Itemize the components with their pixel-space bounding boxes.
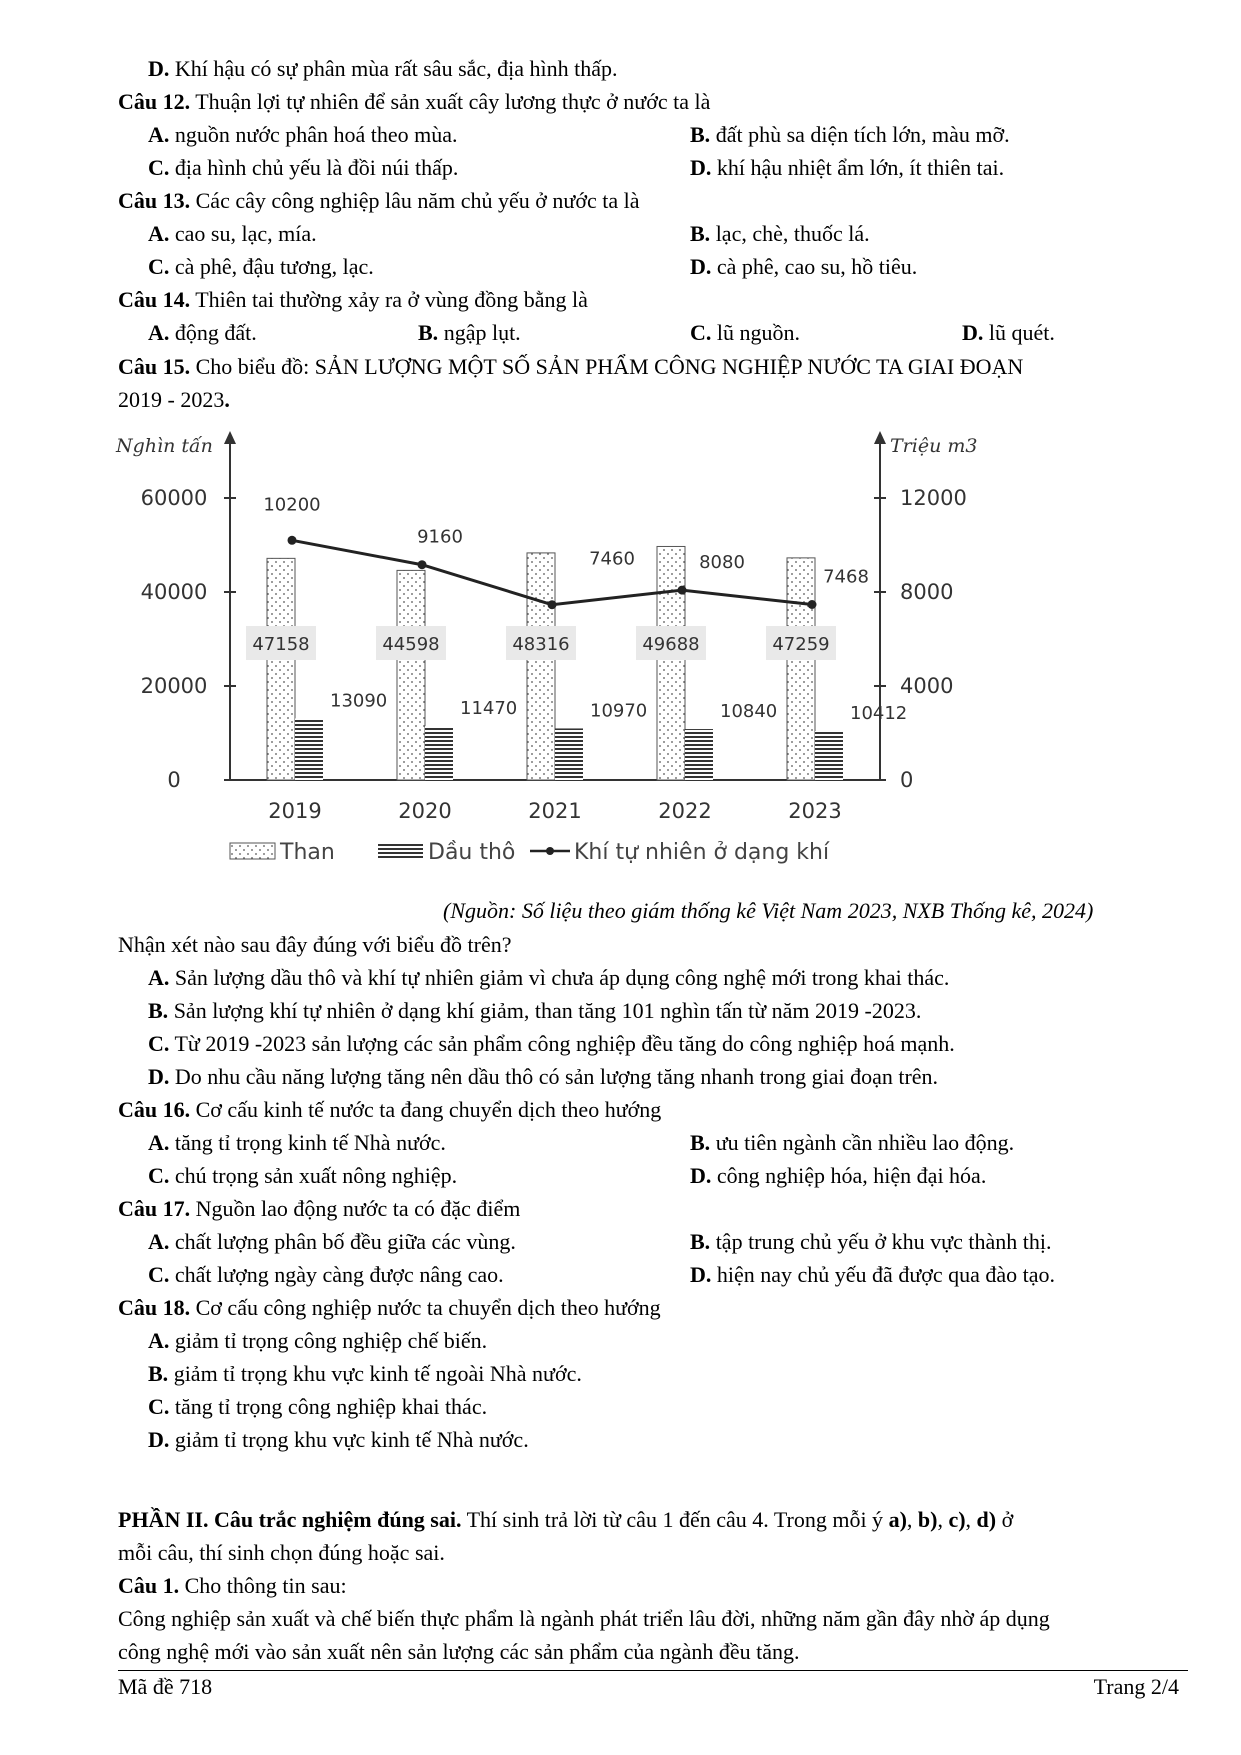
khi-data-label: 8080 <box>699 552 745 574</box>
khi-data-label: 9160 <box>417 526 463 548</box>
legend-than-swatch <box>230 843 275 859</box>
right-tick-label: 8000 <box>900 580 954 604</box>
q18-text: Cơ cấu công nghiệp nước ta chuyển dịch theo hướng <box>190 1295 661 1320</box>
production-chart <box>110 428 1110 883</box>
part2-q1-stem <box>118 1573 347 1599</box>
q16-option-c-text: chú trọng sản xuất nông nghiệp. <box>169 1163 458 1188</box>
left-y-axis-arrow <box>224 431 236 444</box>
q15-text-line1: Cho biểu đồ: SẢN LƯỢNG MỘT SỐ SẢN PHẨM CÔNG NGHIỆP NƯỚC TA GIAI ĐOẠN <box>190 354 1024 379</box>
q12-label: Câu 12. <box>118 89 191 114</box>
x-tick-label: 2020 <box>398 799 452 823</box>
q14-option-c-label: C. <box>690 320 712 345</box>
q14-option-b-text: ngập lụt. <box>438 320 521 345</box>
footer-exam-code: Mã đề 718 <box>118 1674 213 1699</box>
q17-option-a-label: A. <box>148 1229 170 1254</box>
q17-option-b-label: B. <box>690 1229 711 1254</box>
q17-option-c <box>148 1262 504 1288</box>
q15-text-line2: 2019 - 2023 <box>118 387 225 412</box>
q16-option-b-label: B. <box>690 1130 711 1155</box>
dau-tho-data-label: 13090 <box>330 690 388 712</box>
part2-q1-para-line1: Công nghiệp sản xuất và chế biến thực phẩm là ngành phát triển lâu đời, những năm gần đây nhờ áp dụng <box>118 1606 1050 1631</box>
left-tick-label: 40000 <box>140 580 208 604</box>
q15-label: Câu 15. <box>118 354 191 379</box>
q12-text: Thuận lợi tự nhiên để sản xuất cây lương thực ở nước ta là <box>190 89 711 114</box>
right-axis-unit: Triệu m3 <box>890 435 978 457</box>
q14-text: Thiên tai thường xảy ra ở vùng đồng bằng là <box>190 287 588 312</box>
q18-option-b <box>148 1361 582 1387</box>
q13-option-d <box>690 254 917 280</box>
q12-option-b-text: đất phù sa diện tích lớn, màu mỡ. <box>710 122 1010 147</box>
dau-tho-data-label: 10412 <box>850 703 908 725</box>
than-data-label: 44598 <box>382 634 440 655</box>
q16-option-c-label: C. <box>148 1163 170 1188</box>
q15-option-d-label: D. <box>148 1064 170 1089</box>
q14-label: Câu 14. <box>118 287 191 312</box>
q12-option-d <box>690 155 1004 181</box>
q12-option-c-text: địa hình chủ yếu là đồi núi thấp. <box>169 155 459 180</box>
q16-option-b <box>690 1130 1014 1156</box>
dau-tho-data-label: 10970 <box>590 700 648 722</box>
q13-option-a <box>148 221 317 247</box>
legend-khi-label: Khí tự nhiên ở dạng khí <box>574 840 830 865</box>
q17-option-a-text: chất lượng phân bố đều giữa các vùng. <box>169 1229 516 1254</box>
q17-option-d <box>690 1262 1055 1288</box>
dau-tho-data-label: 11470 <box>460 698 518 720</box>
q16-option-a-text: tăng tỉ trọng kinh tế Nhà nước. <box>169 1130 446 1155</box>
legend-dau-tho-label: Dầu thô <box>428 840 516 865</box>
q14-option-d-label: D. <box>962 320 984 345</box>
q18-option-d-label: D. <box>148 1427 170 1452</box>
q18-option-c <box>148 1394 487 1420</box>
part2-q1-para-line2: công nghệ mới vào sản xuất nên sản lượng các sản phẩm của ngành đều tăng. <box>118 1639 800 1664</box>
q15-option-b-text: Sản lượng khí tự nhiên ở dạng khí giảm, than tăng 101 nghìn tấn từ năm 2019 -2023. <box>168 998 922 1023</box>
q14-stem <box>118 287 588 313</box>
q14-option-c-text: lũ nguồn. <box>711 320 801 345</box>
q13-text: Các cây công nghiệp lâu năm chủ yếu ở nước ta là <box>190 188 640 213</box>
q16-text: Cơ cấu kinh tế nước ta đang chuyển dịch theo hướng <box>190 1097 662 1122</box>
dau-tho-data-label: 10840 <box>720 701 778 723</box>
part2-title: PHẦN II. Câu trắc nghiệm đúng sai. <box>118 1507 462 1532</box>
q13-stem <box>118 188 640 214</box>
right-tick-label: 0 <box>900 768 914 792</box>
part2-sep1: , <box>906 1507 918 1532</box>
q12-option-c-label: C. <box>148 155 170 180</box>
q13-option-c-text: cà phê, đậu tương, lạc. <box>169 254 374 279</box>
q12-option-b <box>690 122 1010 148</box>
part2-sep2: , <box>937 1507 949 1532</box>
q15-option-a-label: A. <box>148 965 170 990</box>
q15-question: Nhận xét nào sau đây đúng với biểu đồ trên? <box>118 932 512 957</box>
khi-data-label: 7460 <box>589 548 635 570</box>
q12-option-a-label: A. <box>148 122 170 147</box>
q18-option-c-text: tăng tỉ trọng công nghiệp khai thác. <box>169 1394 488 1419</box>
than-data-label: 47158 <box>252 634 310 655</box>
line-khi-marker <box>678 586 687 595</box>
q18-option-b-label: B. <box>148 1361 169 1386</box>
q14-option-b-label: B. <box>418 320 439 345</box>
q12-option-a-text: nguồn nước phân hoá theo mùa. <box>169 122 458 147</box>
than-data-label: 48316 <box>512 634 570 655</box>
q18-option-c-label: C. <box>148 1394 170 1419</box>
khi-data-label: 7468 <box>823 566 869 588</box>
q17-option-c-label: C. <box>148 1262 170 1287</box>
q13-label: Câu 13. <box>118 188 191 213</box>
part2-text-b: ở <box>996 1507 1014 1532</box>
q13-option-b <box>690 221 870 247</box>
line-khi-marker <box>288 536 297 545</box>
legend-dau-tho-swatch <box>378 843 423 859</box>
q13-option-b-text: lạc, chè, thuốc lá. <box>710 221 870 246</box>
q12-option-d-label: D. <box>690 155 712 180</box>
q16-option-d <box>690 1163 986 1189</box>
q12-option-b-label: B. <box>690 122 711 147</box>
q12-option-d-text: khí hậu nhiệt ẩm lớn, ít thiên tai. <box>711 155 1005 180</box>
legend-than-label: Than <box>280 840 335 865</box>
than-data-label: 49688 <box>642 634 700 655</box>
bar-dau-tho <box>425 726 453 780</box>
right-y-axis-arrow <box>874 431 886 444</box>
bar-dau-tho <box>295 718 323 780</box>
q17-label: Câu 17. <box>118 1196 191 1221</box>
bar-dau-tho <box>555 728 583 780</box>
q15-source: (Nguồn: Số liệu theo giám thống kê Việt Nam 2023, NXB Thống kê, 2024) <box>443 898 1094 923</box>
part2-sep3: , <box>965 1507 977 1532</box>
q13-option-a-label: A. <box>148 221 170 246</box>
q13-option-b-label: B. <box>690 221 711 246</box>
q18-stem <box>118 1295 661 1321</box>
left-axis-unit: Nghìn tấn <box>116 435 213 457</box>
legend-khi-marker <box>546 847 554 855</box>
q16-option-b-text: ưu tiên ngành cần nhiều lao động. <box>710 1130 1015 1155</box>
q15-option-b-label: B. <box>148 998 169 1023</box>
q16-option-a <box>148 1130 446 1156</box>
q16-label: Câu 16. <box>118 1097 191 1122</box>
q18-option-d-text: giảm tỉ trọng khu vực kinh tế Nhà nước. <box>169 1427 529 1452</box>
bar-than <box>787 558 815 780</box>
q18-label: Câu 18. <box>118 1295 191 1320</box>
q17-text: Nguồn lao động nước ta có đặc điểm <box>190 1196 521 1221</box>
q13-option-d-text: cà phê, cao su, hồ tiêu. <box>711 254 918 279</box>
than-data-label: 47259 <box>772 634 830 655</box>
x-tick-label: 2022 <box>658 799 712 823</box>
q13-option-d-label: D. <box>690 254 712 279</box>
q18-option-a-text: giảm tỉ trọng công nghiệp chế biến. <box>169 1328 488 1353</box>
q17-option-a <box>148 1229 516 1255</box>
part2-instructions-line2: mỗi câu, thí sinh chọn đúng hoặc sai. <box>118 1540 445 1565</box>
part2-b: b) <box>917 1507 938 1532</box>
q11-option-d-text: Khí hậu có sự phân mùa rất sâu sắc, địa hình thấp. <box>169 56 618 81</box>
q18-option-d <box>148 1427 529 1453</box>
q15-option-b <box>148 998 921 1024</box>
q13-option-c <box>148 254 374 280</box>
x-tick-label: 2023 <box>788 799 842 823</box>
part2-q1-text: Cho thông tin sau: <box>179 1573 347 1598</box>
right-tick-label: 12000 <box>900 486 967 510</box>
q14-option-d <box>962 320 1055 346</box>
q14-option-d-text: lũ quét. <box>983 320 1055 345</box>
q16-option-d-label: D. <box>690 1163 712 1188</box>
q13-option-a-text: cao su, lạc, mía. <box>169 221 317 246</box>
khi-data-label: 10200 <box>263 494 321 516</box>
bar-than <box>657 546 685 780</box>
q13-option-c-label: C. <box>148 254 170 279</box>
q15-stem-line2 <box>118 387 230 413</box>
q16-option-c <box>148 1163 457 1189</box>
q11-option-d <box>148 56 618 82</box>
bar-than <box>397 570 425 780</box>
left-tick-label: 20000 <box>140 674 208 698</box>
part2-q1-label: Câu 1. <box>118 1573 180 1598</box>
part2-d: d) <box>976 1507 997 1532</box>
q14-option-b <box>418 320 521 346</box>
q17-option-b-text: tập trung chủ yếu ở khu vực thành thị. <box>710 1229 1052 1254</box>
footer-page-number: Trang 2/4 <box>1093 1674 1179 1699</box>
q15-option-a <box>148 965 949 991</box>
q16-option-d-text: công nghiệp hóa, hiện đại hóa. <box>711 1163 987 1188</box>
q16-option-a-label: A. <box>148 1130 170 1155</box>
q15-text-line2-end: . <box>224 387 230 412</box>
q15-option-c-label: C. <box>148 1031 170 1056</box>
part2-text-a: Thí sinh trả lời từ câu 1 đến câu 4. Trong mỗi ý <box>461 1507 889 1532</box>
q15-stem-line1 <box>118 354 1023 380</box>
part2-instructions-line1 <box>118 1507 1013 1533</box>
q12-stem <box>118 89 710 115</box>
q12-option-c <box>148 155 458 181</box>
q15-option-d <box>148 1064 938 1090</box>
bar-dau-tho <box>685 729 713 780</box>
q14-option-a-label: A. <box>148 320 170 345</box>
part2-a: a) <box>888 1507 907 1532</box>
q17-stem <box>118 1196 520 1222</box>
bar-than <box>267 558 295 780</box>
x-tick-label: 2019 <box>268 799 322 823</box>
q16-stem <box>118 1097 661 1123</box>
q17-option-d-label: D. <box>690 1262 712 1287</box>
chart-legend <box>230 840 830 865</box>
q18-option-b-text: giảm tỉ trọng khu vực kinh tế ngoài Nhà nước. <box>168 1361 582 1386</box>
q17-option-d-text: hiện nay chủ yếu đã được qua đào tạo. <box>711 1262 1056 1287</box>
q15-option-c-text: Từ 2019 -2023 sản lượng các sản phẩm công nghiệp đều tăng do công nghiệp hoá mạnh. <box>169 1031 955 1056</box>
right-tick-label: 4000 <box>900 674 954 698</box>
q14-option-c <box>690 320 800 346</box>
footer-divider <box>118 1670 1188 1671</box>
line-khi-marker <box>808 600 817 609</box>
x-tick-label: 2021 <box>528 799 582 823</box>
q15-option-c <box>148 1031 955 1057</box>
q11-option-d-label: D. <box>148 56 170 81</box>
q14-option-a-text: động đất. <box>169 320 257 345</box>
q17-option-c-text: chất lượng ngày càng được nâng cao. <box>169 1262 504 1287</box>
q18-option-a <box>148 1328 487 1354</box>
part2-c: c) <box>948 1507 966 1532</box>
q12-option-a <box>148 122 458 148</box>
q18-option-a-label: A. <box>148 1328 170 1353</box>
q17-option-b <box>690 1229 1051 1255</box>
left-tick-label: 60000 <box>140 486 208 510</box>
bar-dau-tho <box>815 731 843 780</box>
bar-than <box>527 553 555 780</box>
q15-option-a-text: Sản lượng dầu thô và khí tự nhiên giảm vì chưa áp dụng công nghệ mới trong khai thác. <box>169 965 950 990</box>
q15-option-d-text: Do nhu cầu năng lượng tăng nên dầu thô có sản lượng tăng nhanh trong giai đoạn trên. <box>169 1064 939 1089</box>
line-khi-marker <box>548 600 557 609</box>
left-tick-label: 0 <box>167 768 181 792</box>
q14-option-a <box>148 320 257 346</box>
line-khi-marker <box>418 560 427 569</box>
